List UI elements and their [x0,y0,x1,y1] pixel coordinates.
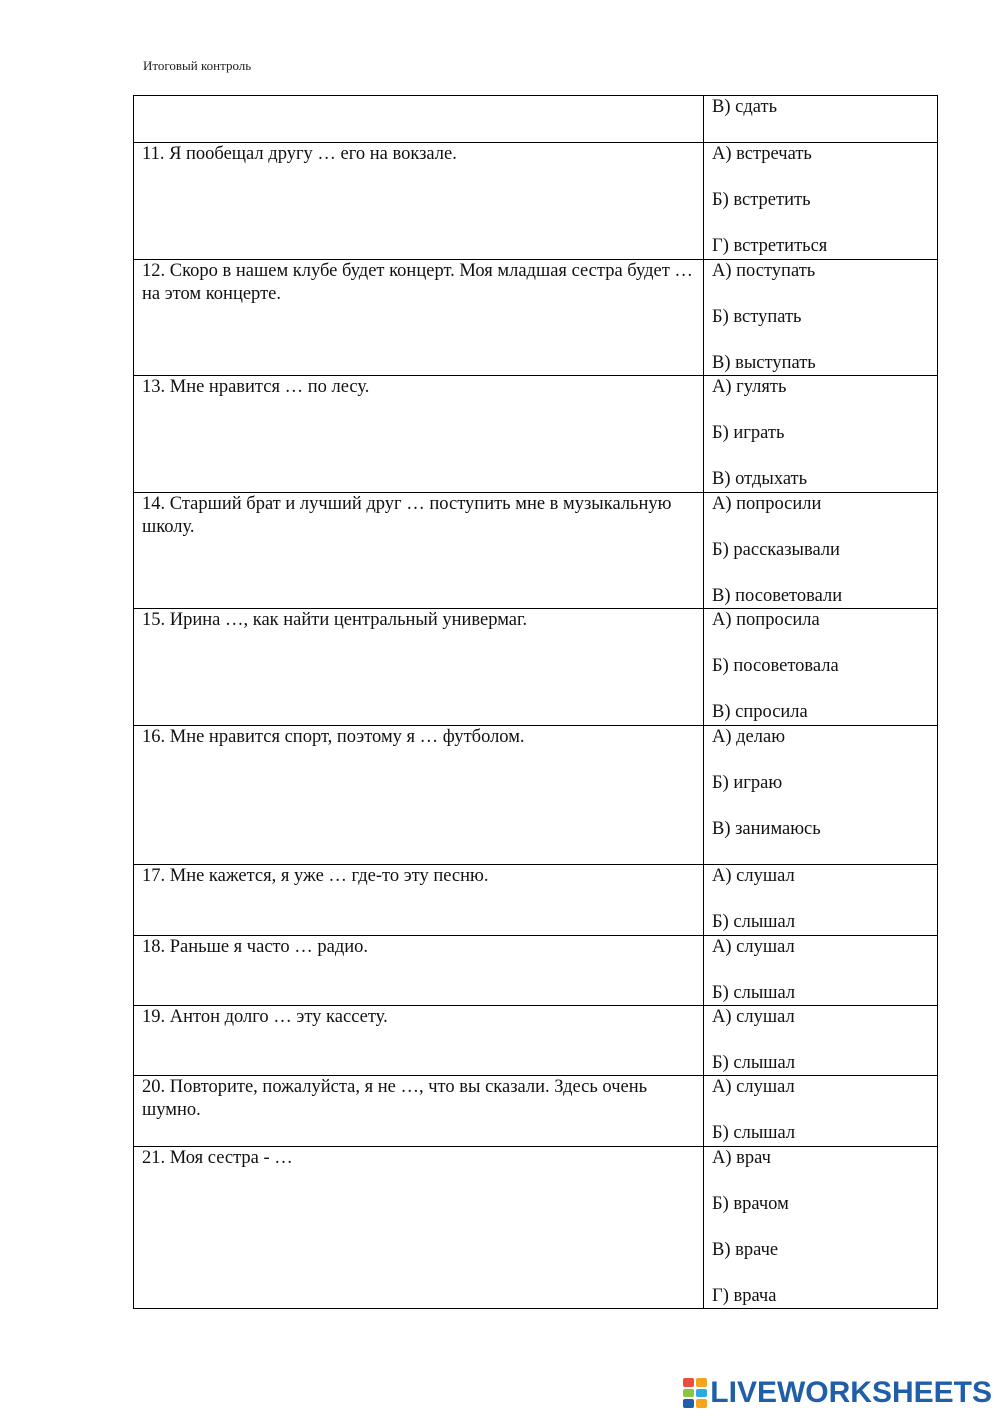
question-row [134,1006,938,1076]
logo-square [696,1378,707,1387]
question-row [134,936,938,1006]
answer-option[interactable]: А) слушал [712,866,795,886]
answer-options [704,726,938,865]
answer-options [704,1076,938,1147]
answer-option[interactable]: А) попросили [712,494,822,514]
answer-option[interactable]: В) враче [712,1240,779,1260]
question-row [134,1076,938,1147]
logo-square [696,1389,707,1398]
liveworksheets-logo [683,1376,992,1410]
answer-option[interactable]: Б) слышал [712,1123,796,1143]
answer-options [704,1006,938,1076]
question-text: 21. Моя сестра - … [134,1147,704,1309]
answer-option[interactable]: В) отдыхать [712,469,808,489]
question-row [134,143,938,260]
answer-options [704,143,938,260]
question-row [134,1147,938,1309]
answer-option[interactable]: Б) слышал [712,912,796,932]
answer-options [704,96,938,143]
answer-option[interactable]: Б) врачом [712,1194,789,1214]
answer-option[interactable]: А) гулять [712,377,787,397]
answer-options [704,865,938,936]
question-row [134,376,938,493]
logo-square [696,1399,707,1408]
question-row [134,96,938,143]
answer-option[interactable]: А) врач [712,1148,771,1168]
answer-options [704,260,938,376]
answer-option[interactable]: Б) играть [712,423,785,443]
question-text: 17. Мне кажется, я уже … где-то эту песню. [134,865,704,936]
answer-option[interactable]: Б) рассказывали [712,540,840,560]
liveworksheets-logo-icon [683,1378,707,1408]
answer-option[interactable]: В) занимаюсь [712,819,821,839]
logo-square [683,1389,694,1398]
question-text: 12. Скоро в нашем клубе будет концерт. Моя младшая сестра будет … на этом концерте. [134,260,704,376]
answer-options [704,376,938,493]
question-row [134,493,938,609]
question-row [134,726,938,865]
answer-option[interactable]: Б) вступать [712,307,802,327]
answer-options [704,609,938,726]
logo-square [683,1399,694,1408]
question-text: 15. Ирина …, как найти центральный универмаг. [134,609,704,726]
logo-text: LIVEWORKSHEETS [710,1376,992,1409]
question-text: 19. Антон долго … эту кассету. [134,1006,704,1076]
answer-options [704,936,938,1006]
answer-option[interactable]: Б) слышал [712,1053,796,1073]
answer-option[interactable]: В) посоветовали [712,586,843,606]
answer-option[interactable]: В) выступать [712,353,816,373]
answer-option[interactable]: Б) встретить [712,190,811,210]
question-text: 13. Мне нравится … по лесу. [134,376,704,493]
page-header-title: Итоговый контроль [143,58,252,73]
question-text: 20. Повторите, пожалуйста, я не …, что вы сказали. Здесь очень шумно. [134,1076,704,1147]
logo-square [683,1378,694,1387]
answer-options [704,493,938,609]
answer-option[interactable]: Б) посоветовала [712,656,839,676]
question-row [134,260,938,376]
quiz-table [133,95,938,1309]
question-text [134,96,704,143]
answer-option[interactable]: Б) играю [712,773,783,793]
question-text: 18. Раньше я часто … радио. [134,936,704,1006]
answer-option[interactable]: А) встречать [712,144,812,164]
answer-option[interactable]: А) слушал [712,937,795,957]
answer-option[interactable]: А) слушал [712,1077,795,1097]
answer-option[interactable]: Г) встретиться [712,236,828,256]
question-row [134,865,938,936]
answer-option[interactable]: А) попросила [712,610,820,630]
answer-option[interactable]: В) сдать [712,97,778,117]
answer-option[interactable]: А) поступать [712,261,816,281]
answer-option[interactable]: А) слушал [712,1007,795,1027]
answer-option[interactable]: Г) врача [712,1286,777,1306]
question-text: 16. Мне нравится спорт, поэтому я … футболом. [134,726,704,865]
answer-option[interactable]: Б) слышал [712,983,796,1003]
question-row [134,609,938,726]
question-text: 11. Я пообещал другу … его на вокзале. [134,143,704,260]
answer-option[interactable]: А) делаю [712,727,786,747]
question-text: 14. Старший брат и лучший друг … поступить мне в музыкальную школу. [134,493,704,609]
answer-option[interactable]: В) спросила [712,702,808,722]
answer-options [704,1147,938,1309]
